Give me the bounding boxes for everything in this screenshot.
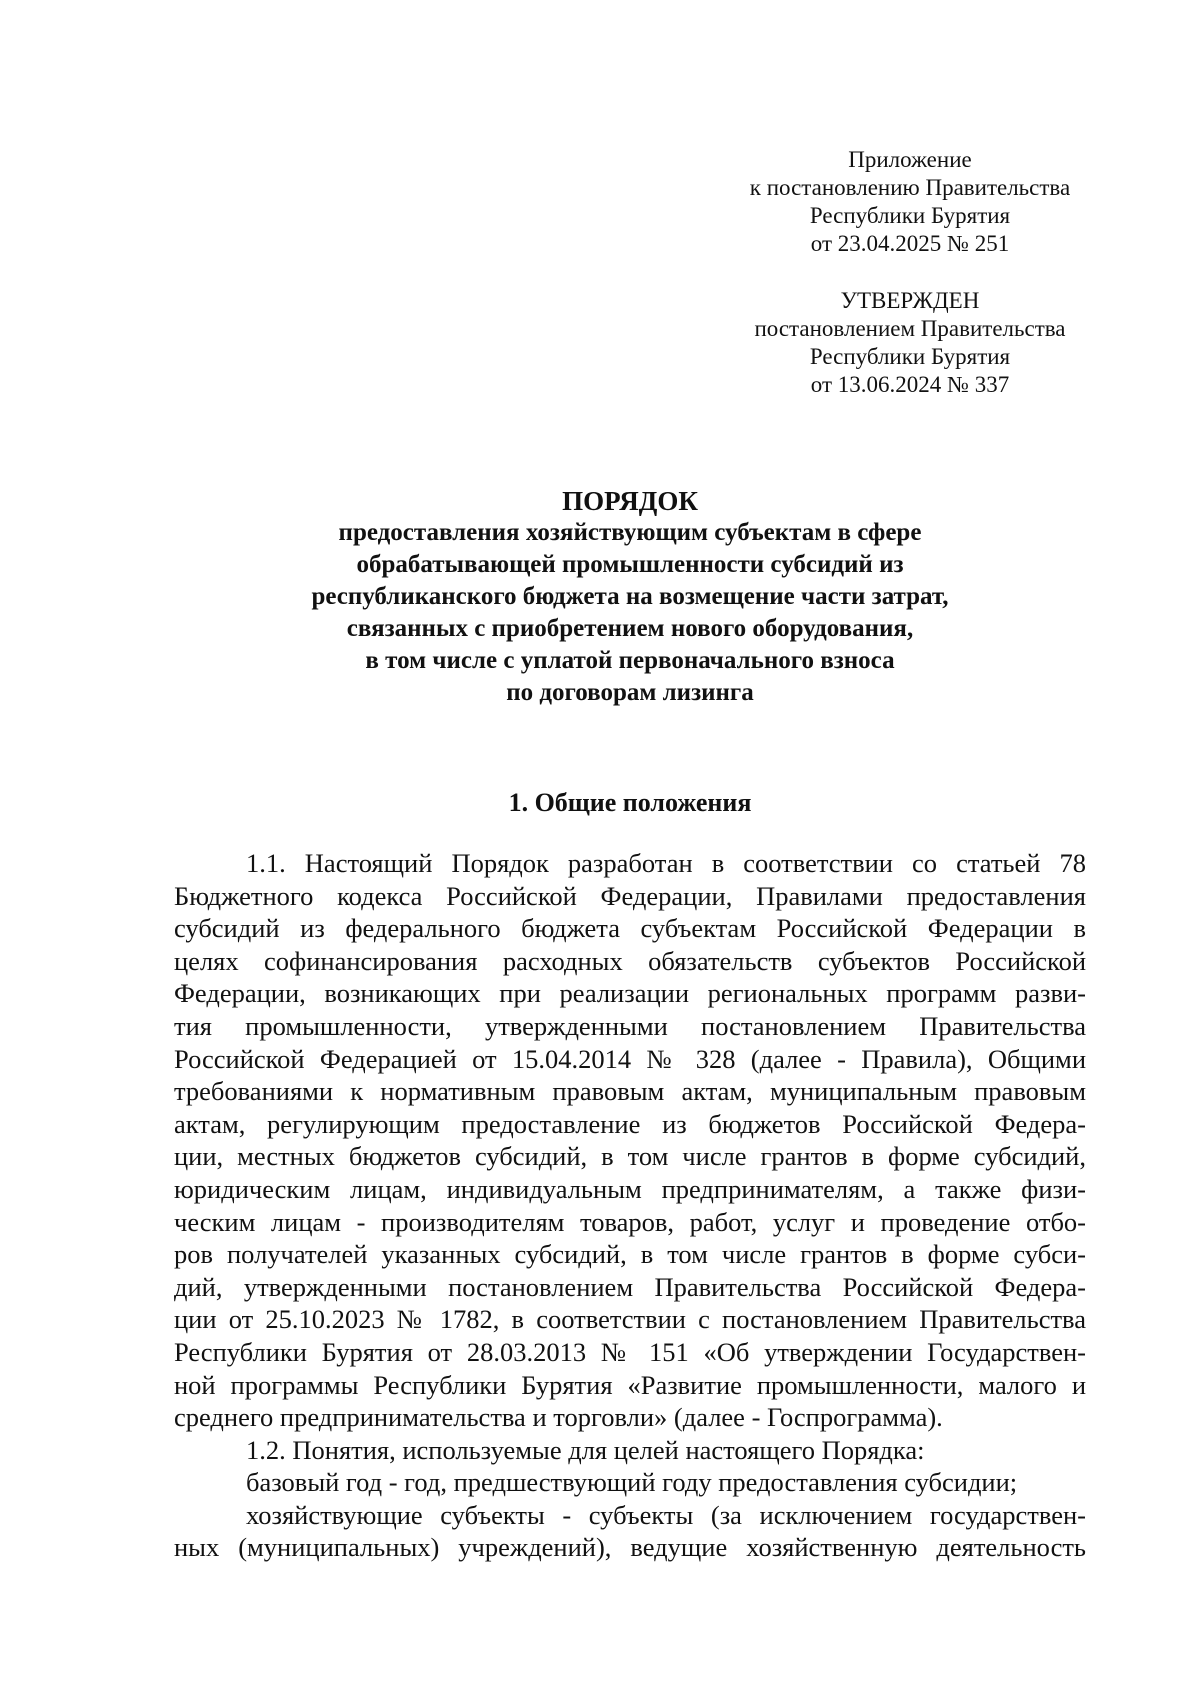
paragraph-line: 1.2. Понятия, используемые для целей настоящего Порядка:	[246, 1434, 925, 1465]
paragraph-line: ров получателей указанных субсидий, в том числе грантов в форме субси-	[174, 1239, 1086, 1270]
paragraph-line: Бюджетного кодекса Российской Федерации, Правилами предоставления	[174, 880, 1086, 911]
paragraph-line: среднего предпринимательства и торговли» (далее - Госпрограмма).	[174, 1402, 943, 1433]
approval-line: УТВЕРЖДЕН	[840, 288, 980, 313]
approval-line: от 13.06.2024 № 337	[810, 372, 1010, 397]
approval-block	[700, 287, 1120, 399]
paragraph-line: хозяйствующие субъекты - субъекты (за исключением государствен-	[246, 1499, 1086, 1530]
document-title-line: обрабатывающей промышленности субсидий из	[356, 551, 904, 578]
paragraph-line: целях софинансирования расходных обязательств субъектов Российской	[174, 945, 1086, 976]
section-heading: 1. Общие положения	[508, 788, 752, 817]
paragraph-line: Российской Федерацией от 15.04.2014 № 328 (далее - Правила), Общими	[174, 1043, 1086, 1074]
paragraph-line: ческим лицам - производителям товаров, работ, услуг и проведение отбо-	[174, 1206, 1086, 1237]
approval-line: Республики Бурятия	[809, 344, 1011, 369]
document-title-line: по договорам лизинга	[506, 679, 754, 706]
paragraph-line: Федерации, возникающих при реализации региональных программ разви-	[174, 978, 1086, 1009]
paragraph-line: субсидий из федерального бюджета субъектам Российской Федерации в	[174, 913, 1086, 944]
document-title-line: в том числе с уплатой первоначального взноса	[365, 647, 895, 674]
paragraph-line: требованиями к нормативным правовым актам, муниципальным правовым	[174, 1076, 1086, 1107]
approval-line: постановлением Правительства	[754, 316, 1066, 341]
appendix-line: Республики Бурятия	[809, 203, 1011, 228]
paragraph-line: базовый год - год, предшествующий году предоставления субсидии;	[246, 1467, 1018, 1498]
appendix-line: от 23.04.2025 № 251	[810, 231, 1010, 256]
document-title-line: предоставления хозяйствующим субъектам в сфере	[338, 519, 922, 546]
paragraph-line: юридическим лицам, индивидуальным предпринимателям, а также физи-	[174, 1173, 1086, 1204]
appendix-line: к постановлению Правительства	[749, 175, 1071, 200]
paragraph-line: дий, утвержденными постановлением Правительства Российской Федера-	[174, 1271, 1086, 1302]
body-text	[174, 847, 1086, 1564]
paragraph-line: ных (муниципальных) учреждений), ведущие хозяйственную деятельность	[174, 1532, 1086, 1563]
appendix-line: Приложение	[848, 147, 972, 172]
paragraph-line: тия промышленности, утвержденными постановлением Правительства	[174, 1010, 1086, 1041]
document-title-line: республиканского бюджета на возмещение части затрат,	[311, 583, 949, 610]
document-title: ПОРЯДОК	[562, 486, 698, 516]
paragraph-line: ции от 25.10.2023 № 1782, в соответствии с постановлением Правительства	[174, 1304, 1086, 1335]
paragraph-line: Республики Бурятия от 28.03.2013 № 151 «Об утверждении Государствен-	[174, 1336, 1086, 1367]
document-title-block	[170, 485, 1090, 709]
paragraph-line: ной программы Республики Бурятия «Развитие промышленности, малого и	[174, 1369, 1086, 1400]
document-title-line: связанных с приобретением нового оборудования,	[346, 615, 914, 642]
paragraph-line: ции, местных бюджетов субсидий, в том числе грантов в форме субсидий,	[174, 1141, 1086, 1172]
paragraph-line: 1.1. Настоящий Порядок разработан в соответствии со статьей 78	[246, 848, 1086, 878]
paragraph-line: актам, регулирующим предоставление из бюджетов Российской Федера-	[174, 1108, 1086, 1139]
appendix-block	[700, 146, 1120, 258]
